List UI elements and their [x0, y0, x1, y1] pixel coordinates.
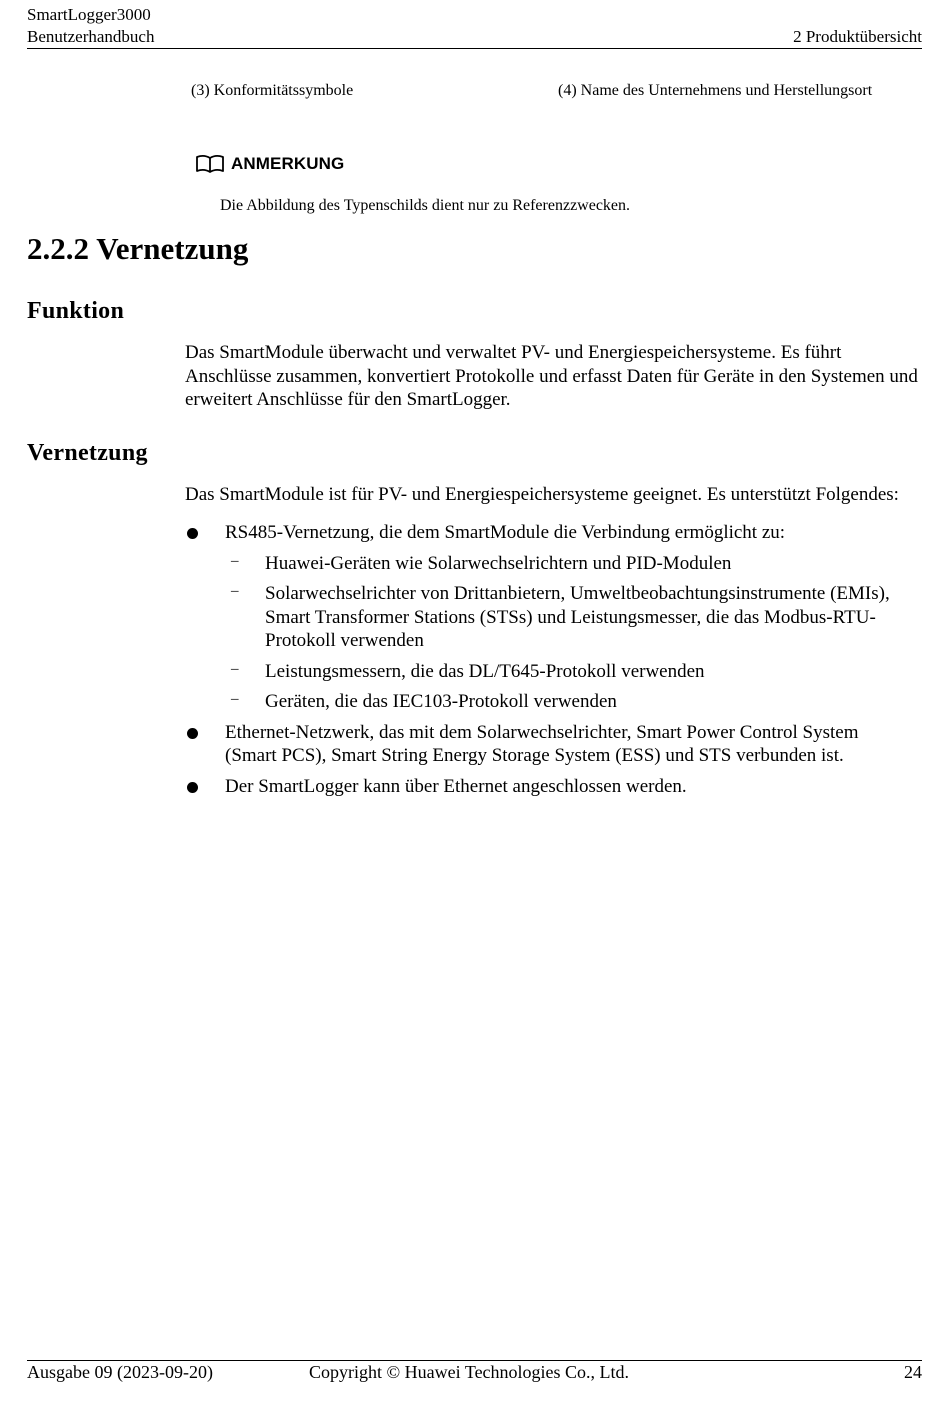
bullet-icon: [187, 528, 198, 539]
dash-icon: –: [231, 691, 239, 707]
note-header: [195, 154, 344, 174]
list-item-text: RS485-Vernetzung, die dem SmartModule die Verbindung ermöglicht zu:: [225, 522, 786, 543]
sub-list-item-text: Huawei-Geräten wie Solarwechselrichtern und PID-Modulen: [265, 552, 732, 574]
list-item: [185, 521, 910, 714]
sub-list-item-text: Geräten, die das IEC103-Protokoll verwenden: [265, 691, 617, 712]
note-label: ANMERKUNG: [231, 154, 345, 173]
header-chapter: 2 Produktübersicht: [793, 27, 922, 46]
sub-list-item: [225, 582, 910, 653]
list-item: [185, 775, 910, 799]
caption-manufacturer: (4) Name des Unternehmens und Herstellungsort: [558, 82, 873, 99]
footer-copyright: Copyright © Huawei Technologies Co., Ltd.: [309, 1362, 630, 1382]
sub-list-item-text: Leistungsmessern, die das DL/T645-Protokoll verwenden: [265, 660, 705, 682]
list-item: [185, 721, 910, 768]
funktion-heading: Funktion: [27, 298, 125, 324]
header-rule: [27, 48, 922, 49]
vernetzung-intro: Das SmartModule ist für PV- und Energiespeichersysteme geeignet. Es unterstützt Folgendes:: [185, 484, 899, 505]
list-item-text: Ethernet-Netzwerk, das mit dem Solarwechselrichter, Smart Power Control System (Smart PCS), Smart String Energy Storage System (ESS) und STS verbunden ist.: [225, 721, 859, 766]
dash-icon: –: [231, 660, 239, 677]
funktion-paragraph: Das SmartModule überwacht und verwaltet PV- und Energiespeichersysteme. Es führt Anschlüsse zusammen, konvertiert Protokolle und erfasst Daten für Geräte in den Systemen und erweitert Anschlüsse für den SmartLogger.: [185, 342, 918, 410]
footer-page-number: 24: [904, 1362, 922, 1382]
vernetzung-list: [185, 521, 910, 798]
header-product: SmartLogger3000: [27, 5, 151, 24]
open-book-icon: [195, 154, 225, 174]
bullet-icon: [187, 782, 198, 793]
note-text: Die Abbildung des Typenschilds dient nur zu Referenzzwecken.: [220, 197, 631, 214]
footer-edition: Ausgabe 09 (2023-09-20): [27, 1362, 213, 1382]
header-doc-title: Benutzerhandbuch: [27, 27, 155, 46]
sub-list-item: [225, 552, 910, 576]
dash-icon: –: [231, 583, 239, 599]
bullet-icon: [187, 728, 198, 739]
vernetzung-heading: Vernetzung: [27, 440, 148, 466]
sub-list-item: [225, 660, 910, 684]
sub-list-item: [225, 690, 910, 714]
list-item-text: Der SmartLogger kann über Ethernet angeschlossen werden.: [225, 775, 687, 797]
sub-list-item-text: Solarwechselrichter von Drittanbietern, Umweltbeobachtungsinstrumente (EMIs), Smart Transformer Stations (STSs) und Leistungsmesser, die das Modbus-RTU-Protokoll verwenden: [265, 583, 890, 651]
dash-icon: –: [231, 552, 239, 569]
section-title: 2.2.2 Vernetzung: [27, 231, 249, 266]
caption-conformity-symbols: (3) Konformitätssymbole: [191, 82, 354, 99]
